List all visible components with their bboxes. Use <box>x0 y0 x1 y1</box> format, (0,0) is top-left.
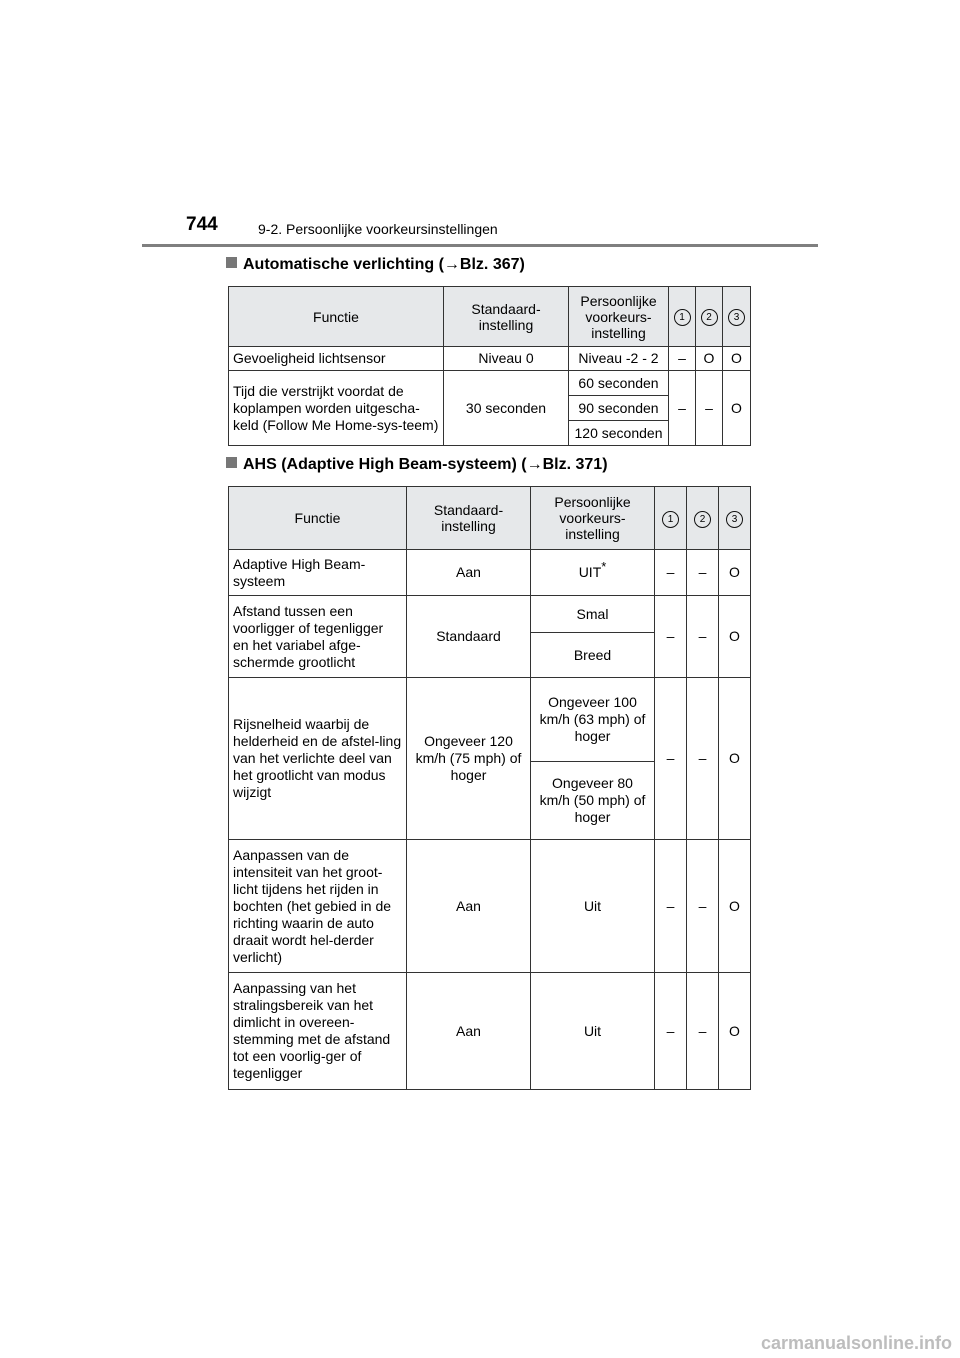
cell-c1: – <box>655 840 687 973</box>
bullet-square-icon <box>226 257 237 268</box>
page-number: 744 <box>186 214 218 235</box>
settings-table-ahs <box>228 486 751 1090</box>
cell-c1: – <box>655 678 687 840</box>
cell-custom: Uit <box>531 840 655 973</box>
cell-custom <box>531 550 655 596</box>
cell-c1: – <box>669 371 696 446</box>
bullet-square-icon <box>226 457 237 468</box>
cell-custom: Breed <box>531 633 655 678</box>
cell-custom: Uit <box>531 973 655 1090</box>
cell-function: Aanpassing van het stralingsbereik van het dimlicht in overeen-stemming met de afstand tot een voorlig-ger of tegenligger <box>229 973 407 1090</box>
cell-custom: 120 seconden <box>569 421 669 446</box>
cell-c3: O <box>719 973 751 1090</box>
cell-c2: – <box>687 550 719 596</box>
table-row <box>229 973 751 1090</box>
cell-default: Standaard <box>407 596 531 678</box>
chapter-title: 9-2. Persoonlijke voorkeursinstellingen <box>258 221 498 237</box>
circled-number-icon: 3 <box>728 309 745 326</box>
section-heading-text: Automatische verlichting (→Blz. 367) <box>243 256 525 273</box>
column-header-1 <box>669 287 696 347</box>
cell-c1: – <box>655 973 687 1090</box>
cell-c2: – <box>687 840 719 973</box>
cell-c3: O <box>723 371 751 446</box>
column-header-default: Standaard-instelling <box>407 487 531 550</box>
column-header-function: Functie <box>229 487 407 550</box>
circled-number-icon: 2 <box>694 511 711 528</box>
cell-custom: Niveau -2 - 2 <box>569 347 669 371</box>
cell-c2: – <box>696 371 723 446</box>
cell-function: Gevoeligheid lichtsensor <box>229 347 444 371</box>
cell-default: Aan <box>407 973 531 1090</box>
table-row <box>229 678 751 762</box>
settings-table-auto-lighting <box>228 286 751 446</box>
column-header-custom: Persoonlijke voorkeurs-instelling <box>531 487 655 550</box>
cell-function: Tijd die verstrijkt voordat de koplampen worden uitgescha-keld (Follow Me Home-sys-teem) <box>229 371 444 446</box>
cell-custom-value: UIT <box>578 564 602 580</box>
cell-c3: O <box>719 550 751 596</box>
column-header-2 <box>687 487 719 550</box>
cell-c1: – <box>669 347 696 371</box>
section-heading-ahs <box>226 456 608 474</box>
cell-default: Aan <box>407 550 531 596</box>
cell-function: Adaptive High Beam-systeem <box>229 550 407 596</box>
column-header-default: Standaard-instelling <box>444 287 569 347</box>
table-row <box>229 347 751 371</box>
circled-number-icon: 1 <box>662 511 679 528</box>
column-header-2 <box>696 287 723 347</box>
circled-number-icon: 3 <box>726 511 743 528</box>
cell-c3: O <box>719 678 751 840</box>
footnote-mark: * <box>601 559 607 574</box>
table-row <box>229 550 751 596</box>
cell-c3: O <box>719 840 751 973</box>
cell-c3: O <box>719 596 751 678</box>
cell-default: 30 seconden <box>444 371 569 446</box>
cell-default: Ongeveer 120 km/h (75 mph) of hoger <box>407 678 531 840</box>
cell-custom: 90 seconden <box>569 396 669 421</box>
cell-c1: – <box>655 596 687 678</box>
watermark-text: carmanualsonline.info <box>760 1333 952 1353</box>
column-header-custom: Persoonlijke voorkeurs-instelling <box>569 287 669 347</box>
cell-function: Aanpassen van de intensiteit van het groot-licht tijdens het rijden in bochten (het gebied in de richting waarin de auto draait wordt hel-derder verlicht) <box>229 840 407 973</box>
cell-c2: O <box>696 347 723 371</box>
column-header-3 <box>723 287 751 347</box>
header-divider <box>142 244 818 247</box>
cell-custom: Ongeveer 100 km/h (63 mph) of hoger <box>531 678 655 762</box>
cell-c2: – <box>687 596 719 678</box>
circled-number-icon: 2 <box>701 309 718 326</box>
cell-default: Aan <box>407 840 531 973</box>
circled-number-icon: 1 <box>674 309 691 326</box>
cell-c2: – <box>687 678 719 840</box>
section-heading-auto-lighting <box>226 256 525 274</box>
cell-function: Afstand tussen een voorligger of tegenligger en het variabel afge-schermde grootlicht <box>229 596 407 678</box>
column-header-3 <box>719 487 751 550</box>
cell-default: Niveau 0 <box>444 347 569 371</box>
table-row <box>229 840 751 973</box>
table-row <box>229 596 751 633</box>
cell-custom: Ongeveer 80 km/h (50 mph) of hoger <box>531 762 655 840</box>
cell-c2: – <box>687 973 719 1090</box>
table-header-row <box>229 287 751 347</box>
column-header-function: Functie <box>229 287 444 347</box>
column-header-1 <box>655 487 687 550</box>
table-header-row <box>229 487 751 550</box>
cell-function: Rijsnelheid waarbij de helderheid en de afstel-ling van het verlichte deel van het grootlicht van modus wijzigt <box>229 678 407 840</box>
cell-c3: O <box>723 347 751 371</box>
cell-custom: 60 seconden <box>569 371 669 396</box>
table-row <box>229 371 751 396</box>
cell-c1: – <box>655 550 687 596</box>
section-heading-text: AHS (Adaptive High Beam-systeem) (→Blz. 371) <box>243 456 608 473</box>
cell-custom: Smal <box>531 596 655 633</box>
